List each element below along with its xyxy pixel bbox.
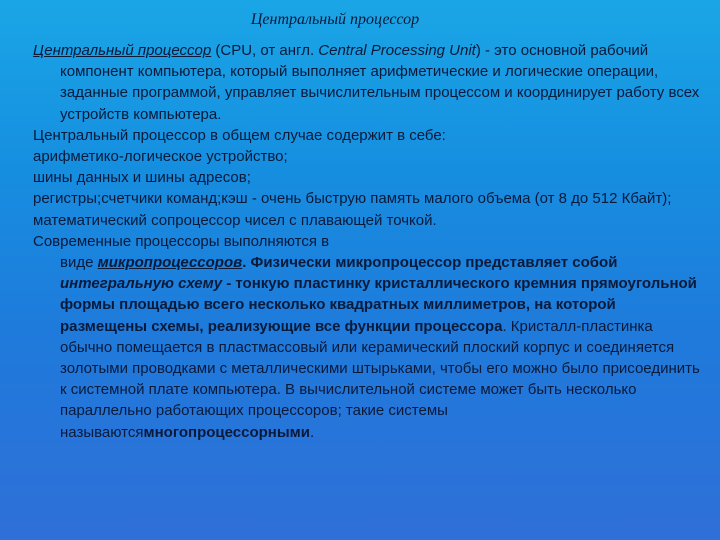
- modern-text-6: .: [310, 423, 315, 441]
- definition-text-2: ) - это основной рабочий компонент компьютера, который выполняет арифметические и логические операции, заданные программой, управляет вычислительным процессом и координирует работу всех устройств компьютера.: [60, 42, 700, 123]
- modern-text-5: . Кристалл-пластинка обычно помещается в пластмассовый или керамический плоский корпус и соединяется золотыми проводками с металлическими штырьками, чтобы его можно было присоединить к системной плате компьютера. В вычислительной системе может быть несколько параллельно работающих процессоров; такие системы называются: [60, 317, 700, 441]
- term-microprocessors: микропроцессоров: [97, 254, 243, 272]
- slide-content: [33, 40, 703, 443]
- buses-item: шины данных и шины адресов;: [33, 169, 251, 187]
- modern-text-4: - тонкую пластинку кристаллического кремния прямоугольной формы площадью всего несколько квадратных миллиметров, на которой размещены схемы, реализующие все функции процессора: [60, 275, 697, 335]
- modern-text-1: Современные процессоры выполняются в: [33, 232, 330, 250]
- registers-item: регистры;счетчики команд;кэш - очень быструю память малого объема (от 8 до 512 Кбайт);: [33, 190, 672, 208]
- modern-text-3: . Физически микропроцессор представляет собой: [242, 254, 618, 272]
- modern-processors-paragraph: [33, 231, 703, 443]
- slide-title: Центральный процессор: [250, 11, 420, 28]
- definition-paragraph: [33, 40, 703, 125]
- term-integrated-circuit: интегральную схему: [60, 275, 223, 293]
- definition-text-1: (CPU, от англ.: [211, 42, 319, 59]
- contains-paragraph: Центральный процессор в общем случае содержит в себе:: [33, 126, 446, 144]
- modern-text-2: виде: [60, 254, 98, 272]
- coprocessor-item: математический сопроцессор чисел с плавающей точкой.: [33, 211, 437, 229]
- english-term: Central Processing Unit: [318, 42, 476, 59]
- term-multiprocessor: многопроцессорными: [143, 423, 310, 441]
- term-cpu: Центральный процессор: [33, 42, 212, 59]
- alu-item: арифметико-логическое устройство;: [33, 148, 288, 166]
